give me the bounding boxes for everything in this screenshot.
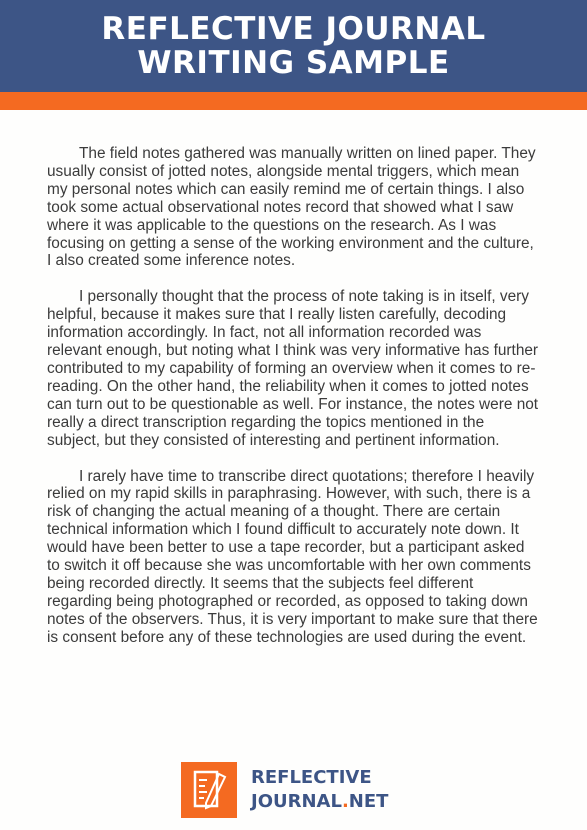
page-header [0, 0, 587, 92]
paragraph-3: I rarely have time to transcribe direct quotations; therefore I heavily relied on my rapid skills in paraphrasing. However, with such, there is a risk of changing the actual meaning of a thought. There are certain technical information which I found difficult to accurately note down. It would have been better to use a tape recorder, but a participant asked to switch it off because she was uncomfortable with her own comments being recorded directly. It seems that the subjects feel different regarding being photographed or recorded, as opposed to taking down notes of the observers. Thus, it is very important to make sure that there is consent before any of these technologies are used during the event. [47, 467, 538, 646]
journal-body [47, 145, 539, 665]
brand-journal: JOURNAL [251, 791, 342, 812]
paragraph-1: The field notes gathered was manually written on lined paper. They usually consist of jotted notes, alongside mental triggers, which mean my personal notes which can easily remind me of certain things. I also took some actual observational notes record that showed what I saw where it was applicable to the questions on the research. As I was focusing on getting a sense of the working environment and the culture, I also created some inference notes. [47, 145, 536, 270]
brand-line-2 [251, 790, 388, 814]
accent-bar [0, 92, 587, 110]
title-line-2: WRITING SAMPLE [137, 45, 450, 81]
brand-dot: . [341, 791, 349, 812]
notebook-pencil-icon [181, 762, 237, 818]
brand-line-1: REFLECTIVE [251, 767, 372, 788]
brand-name [251, 766, 388, 814]
title-line-1: REFLECTIVE JOURNAL [101, 11, 486, 47]
paragraph-2: I personally thought that the process of note taking is in itself, very helpful, because it makes sure that I really listen carefully, decoding information accordingly. In fact, not all information recorded was relevant enough, but noting what I think was very informative has further contributed to my capability of forming an overview when it comes to re-reading. On the other hand, the reliability when it comes to jotted notes can turn out to be questionable as well. For instance, the notes were not really a direct transcription regarding the topics mentioned in the subject, but they consisted of interesting and pertinent information. [47, 288, 539, 449]
brand-logo [181, 762, 388, 818]
brand-tld: NET [348, 791, 389, 812]
